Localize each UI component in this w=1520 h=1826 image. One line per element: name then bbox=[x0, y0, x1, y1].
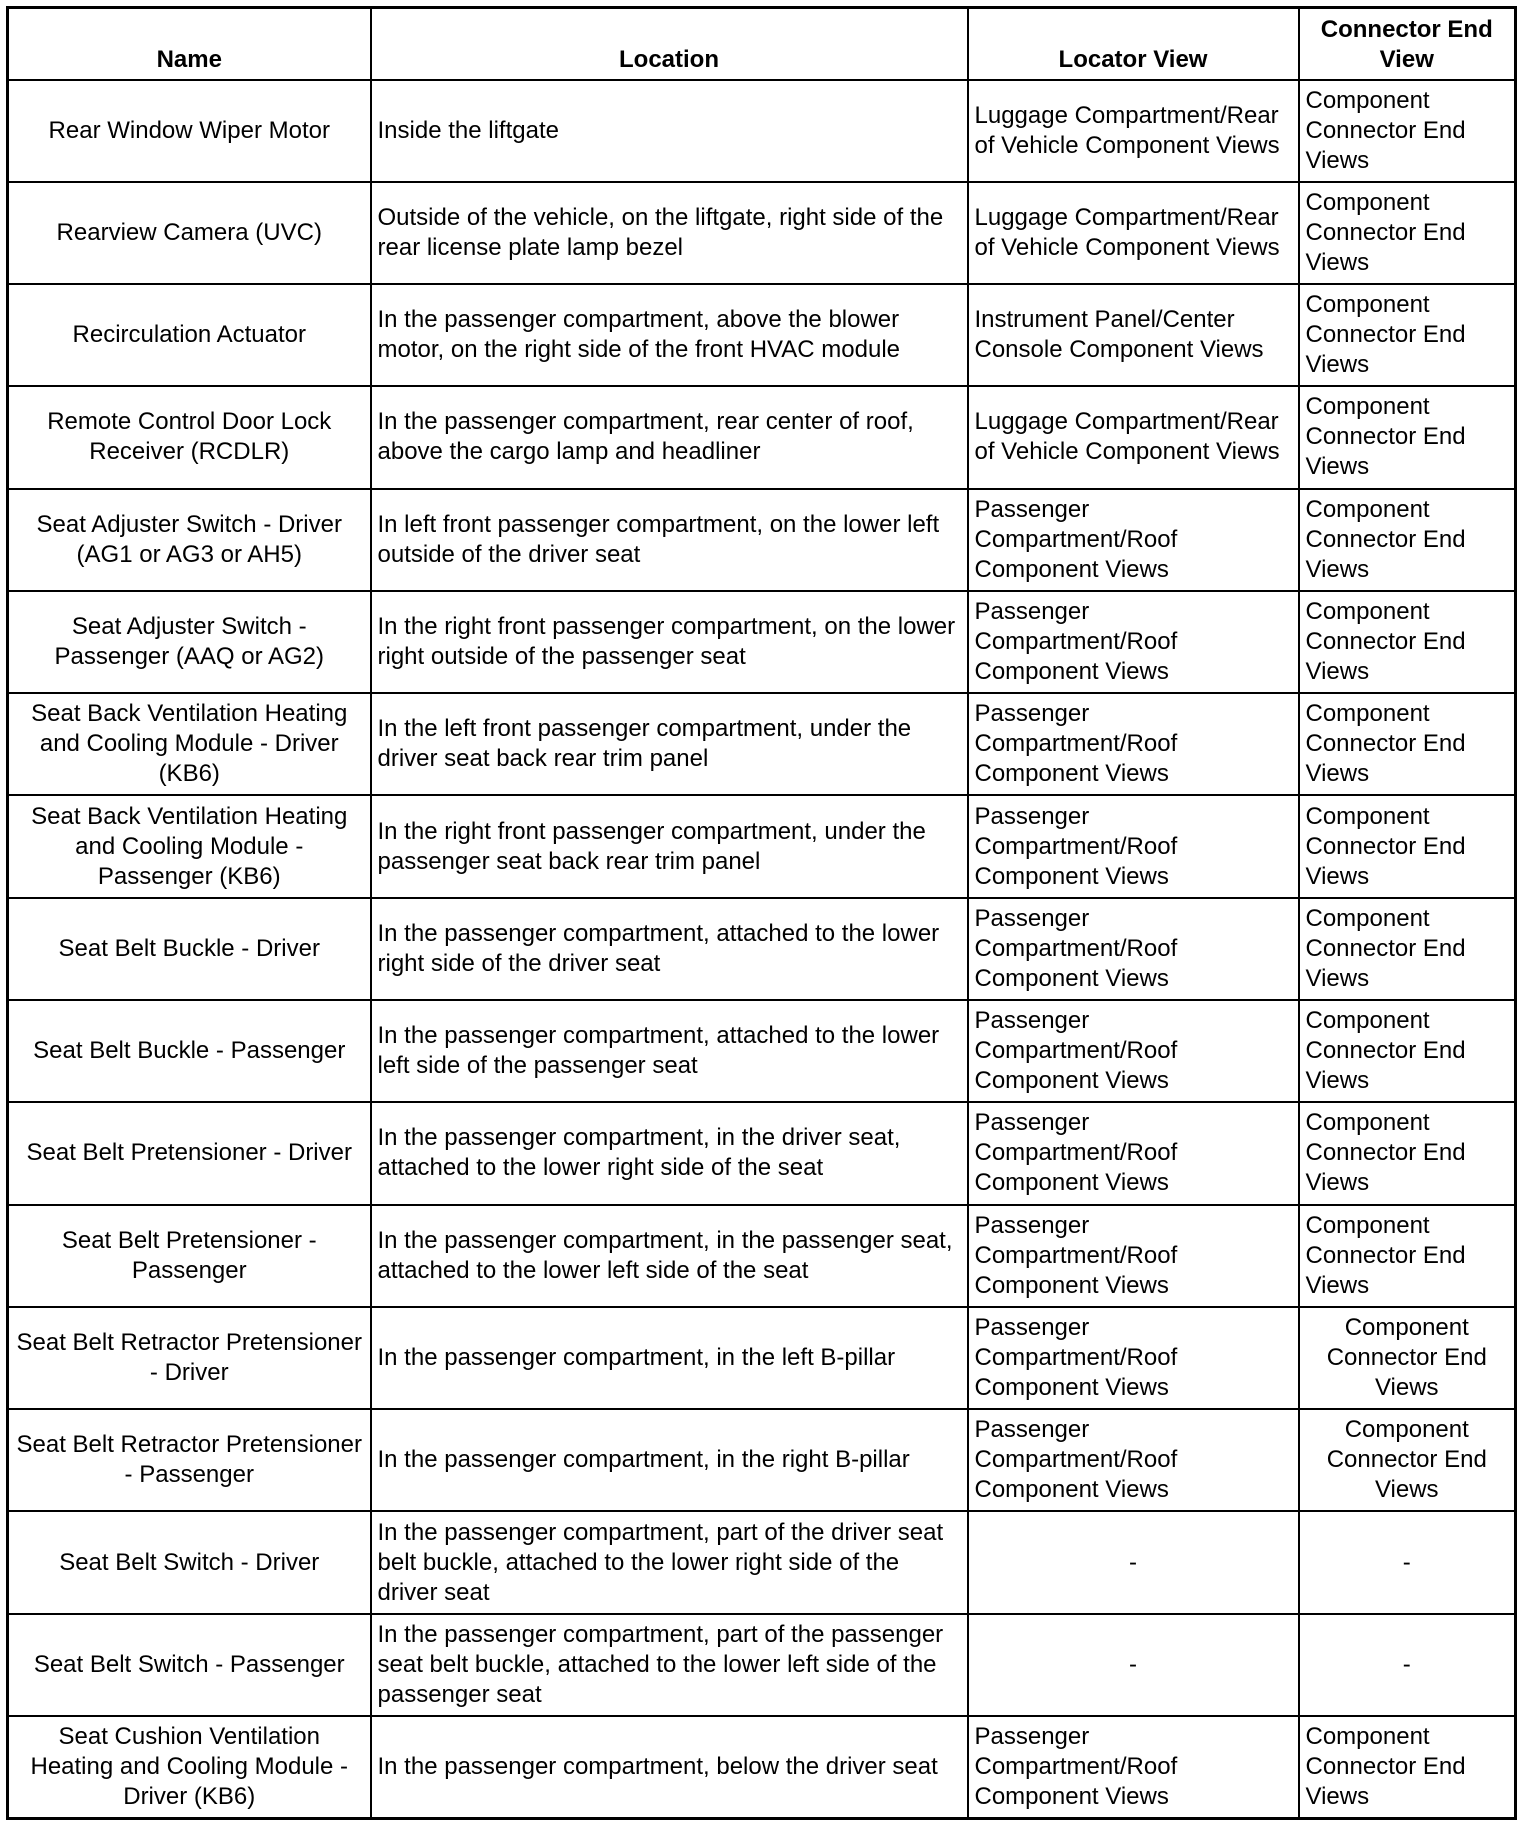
cell-name: Seat Belt Pretensioner - Passenger bbox=[8, 1205, 371, 1307]
cell-name: Seat Belt Pretensioner - Driver bbox=[8, 1102, 371, 1204]
header-location: Location bbox=[371, 8, 968, 80]
cell-locator-view: - bbox=[968, 1511, 1299, 1613]
cell-locator-view: Passenger Compartment/Roof Component Views bbox=[968, 1307, 1299, 1409]
cell-location: In the passenger compartment, below the driver seat bbox=[371, 1716, 968, 1819]
table-row bbox=[8, 1409, 1516, 1511]
cell-connector-end-view: Component Connector End Views bbox=[1299, 284, 1516, 386]
table-row bbox=[8, 1614, 1516, 1716]
cell-locator-view: Passenger Compartment/Roof Component Views bbox=[968, 693, 1299, 795]
cell-location: In the passenger compartment, in the driver seat, attached to the lower right side of the seat bbox=[371, 1102, 968, 1204]
cell-location: In the passenger compartment, part of the driver seat belt buckle, attached to the lower right side of the driver seat bbox=[371, 1511, 968, 1613]
cell-connector-end-view: Component Connector End Views bbox=[1299, 795, 1516, 897]
cell-locator-view: Passenger Compartment/Roof Component Views bbox=[968, 591, 1299, 693]
cell-location: Outside of the vehicle, on the liftgate, right side of the rear license plate lamp bezel bbox=[371, 182, 968, 284]
cell-locator-view: Passenger Compartment/Roof Component Views bbox=[968, 795, 1299, 897]
cell-connector-end-view: Component Connector End Views bbox=[1299, 1205, 1516, 1307]
cell-location: In the passenger compartment, in the left B-pillar bbox=[371, 1307, 968, 1409]
table-row bbox=[8, 80, 1516, 182]
header-locator-view: Locator View bbox=[968, 8, 1299, 80]
cell-locator-view: - bbox=[968, 1614, 1299, 1716]
cell-connector-end-view: Component Connector End Views bbox=[1299, 489, 1516, 591]
cell-name: Rearview Camera (UVC) bbox=[8, 182, 371, 284]
cell-name: Seat Belt Switch - Driver bbox=[8, 1511, 371, 1613]
cell-connector-end-view: Component Connector End Views bbox=[1299, 1409, 1516, 1511]
table-row bbox=[8, 284, 1516, 386]
cell-connector-end-view: Component Connector End Views bbox=[1299, 386, 1516, 488]
table-row bbox=[8, 693, 1516, 795]
cell-location: In left front passenger compartment, on the lower left outside of the driver seat bbox=[371, 489, 968, 591]
cell-connector-end-view: Component Connector End Views bbox=[1299, 1000, 1516, 1102]
cell-connector-end-view: - bbox=[1299, 1614, 1516, 1716]
cell-connector-end-view: - bbox=[1299, 1511, 1516, 1613]
cell-locator-view: Passenger Compartment/Roof Component Views bbox=[968, 1000, 1299, 1102]
table-row bbox=[8, 1307, 1516, 1409]
table-body bbox=[8, 80, 1516, 1819]
cell-connector-end-view: Component Connector End Views bbox=[1299, 182, 1516, 284]
table-row bbox=[8, 898, 1516, 1000]
cell-name: Seat Back Ventilation Heating and Cooling Module - Driver (KB6) bbox=[8, 693, 371, 795]
cell-location: In the left front passenger compartment, under the driver seat back rear trim panel bbox=[371, 693, 968, 795]
header-name: Name bbox=[8, 8, 371, 80]
cell-name: Seat Belt Buckle - Driver bbox=[8, 898, 371, 1000]
cell-location: In the passenger compartment, above the blower motor, on the right side of the front HVAC module bbox=[371, 284, 968, 386]
component-locator-table bbox=[6, 6, 1517, 1820]
cell-name: Seat Adjuster Switch - Passenger (AAQ or AG2) bbox=[8, 591, 371, 693]
cell-locator-view: Luggage Compartment/Rear of Vehicle Component Views bbox=[968, 182, 1299, 284]
table-row bbox=[8, 591, 1516, 693]
cell-locator-view: Passenger Compartment/Roof Component Views bbox=[968, 489, 1299, 591]
cell-location: In the passenger compartment, attached to the lower left side of the passenger seat bbox=[371, 1000, 968, 1102]
cell-location: In the passenger compartment, in the passenger seat, attached to the lower left side of the seat bbox=[371, 1205, 968, 1307]
header-row bbox=[8, 8, 1516, 80]
cell-location: In the passenger compartment, attached to the lower right side of the driver seat bbox=[371, 898, 968, 1000]
cell-name: Seat Cushion Ventilation Heating and Cooling Module - Driver (KB6) bbox=[8, 1716, 371, 1819]
table-row bbox=[8, 386, 1516, 488]
cell-location: Inside the liftgate bbox=[371, 80, 968, 182]
cell-locator-view: Luggage Compartment/Rear of Vehicle Component Views bbox=[968, 80, 1299, 182]
table-row bbox=[8, 489, 1516, 591]
cell-location: In the passenger compartment, rear center of roof, above the cargo lamp and headliner bbox=[371, 386, 968, 488]
table-row bbox=[8, 795, 1516, 897]
cell-locator-view: Passenger Compartment/Roof Component Views bbox=[968, 1205, 1299, 1307]
cell-connector-end-view: Component Connector End Views bbox=[1299, 1716, 1516, 1819]
cell-location: In the passenger compartment, in the right B-pillar bbox=[371, 1409, 968, 1511]
cell-connector-end-view: Component Connector End Views bbox=[1299, 80, 1516, 182]
table-row bbox=[8, 1511, 1516, 1613]
table-row bbox=[8, 1102, 1516, 1204]
cell-connector-end-view: Component Connector End Views bbox=[1299, 591, 1516, 693]
cell-name: Seat Adjuster Switch - Driver (AG1 or AG3 or AH5) bbox=[8, 489, 371, 591]
cell-name: Seat Belt Buckle - Passenger bbox=[8, 1000, 371, 1102]
cell-locator-view: Passenger Compartment/Roof Component Views bbox=[968, 898, 1299, 1000]
cell-locator-view: Passenger Compartment/Roof Component Views bbox=[968, 1716, 1299, 1819]
cell-locator-view: Passenger Compartment/Roof Component Views bbox=[968, 1102, 1299, 1204]
cell-name: Remote Control Door Lock Receiver (RCDLR) bbox=[8, 386, 371, 488]
cell-connector-end-view: Component Connector End Views bbox=[1299, 693, 1516, 795]
cell-location: In the right front passenger compartment, under the passenger seat back rear trim panel bbox=[371, 795, 968, 897]
table-row bbox=[8, 182, 1516, 284]
cell-name: Seat Back Ventilation Heating and Cooling Module - Passenger (KB6) bbox=[8, 795, 371, 897]
cell-connector-end-view: Component Connector End Views bbox=[1299, 1307, 1516, 1409]
header-connector-end-view: Connector End View bbox=[1299, 8, 1516, 80]
cell-locator-view: Passenger Compartment/Roof Component Views bbox=[968, 1409, 1299, 1511]
cell-locator-view: Luggage Compartment/Rear of Vehicle Component Views bbox=[968, 386, 1299, 488]
cell-location: In the right front passenger compartment, on the lower right outside of the passenger seat bbox=[371, 591, 968, 693]
cell-name: Seat Belt Retractor Pretensioner - Driver bbox=[8, 1307, 371, 1409]
table-row bbox=[8, 1205, 1516, 1307]
cell-connector-end-view: Component Connector End Views bbox=[1299, 898, 1516, 1000]
cell-name: Rear Window Wiper Motor bbox=[8, 80, 371, 182]
cell-locator-view: Instrument Panel/Center Console Component Views bbox=[968, 284, 1299, 386]
cell-location: In the passenger compartment, part of the passenger seat belt buckle, attached to the lower left side of the passenger seat bbox=[371, 1614, 968, 1716]
cell-name: Recirculation Actuator bbox=[8, 284, 371, 386]
cell-name: Seat Belt Retractor Pretensioner - Passenger bbox=[8, 1409, 371, 1511]
table-row bbox=[8, 1000, 1516, 1102]
cell-name: Seat Belt Switch - Passenger bbox=[8, 1614, 371, 1716]
table-row bbox=[8, 1716, 1516, 1819]
cell-connector-end-view: Component Connector End Views bbox=[1299, 1102, 1516, 1204]
